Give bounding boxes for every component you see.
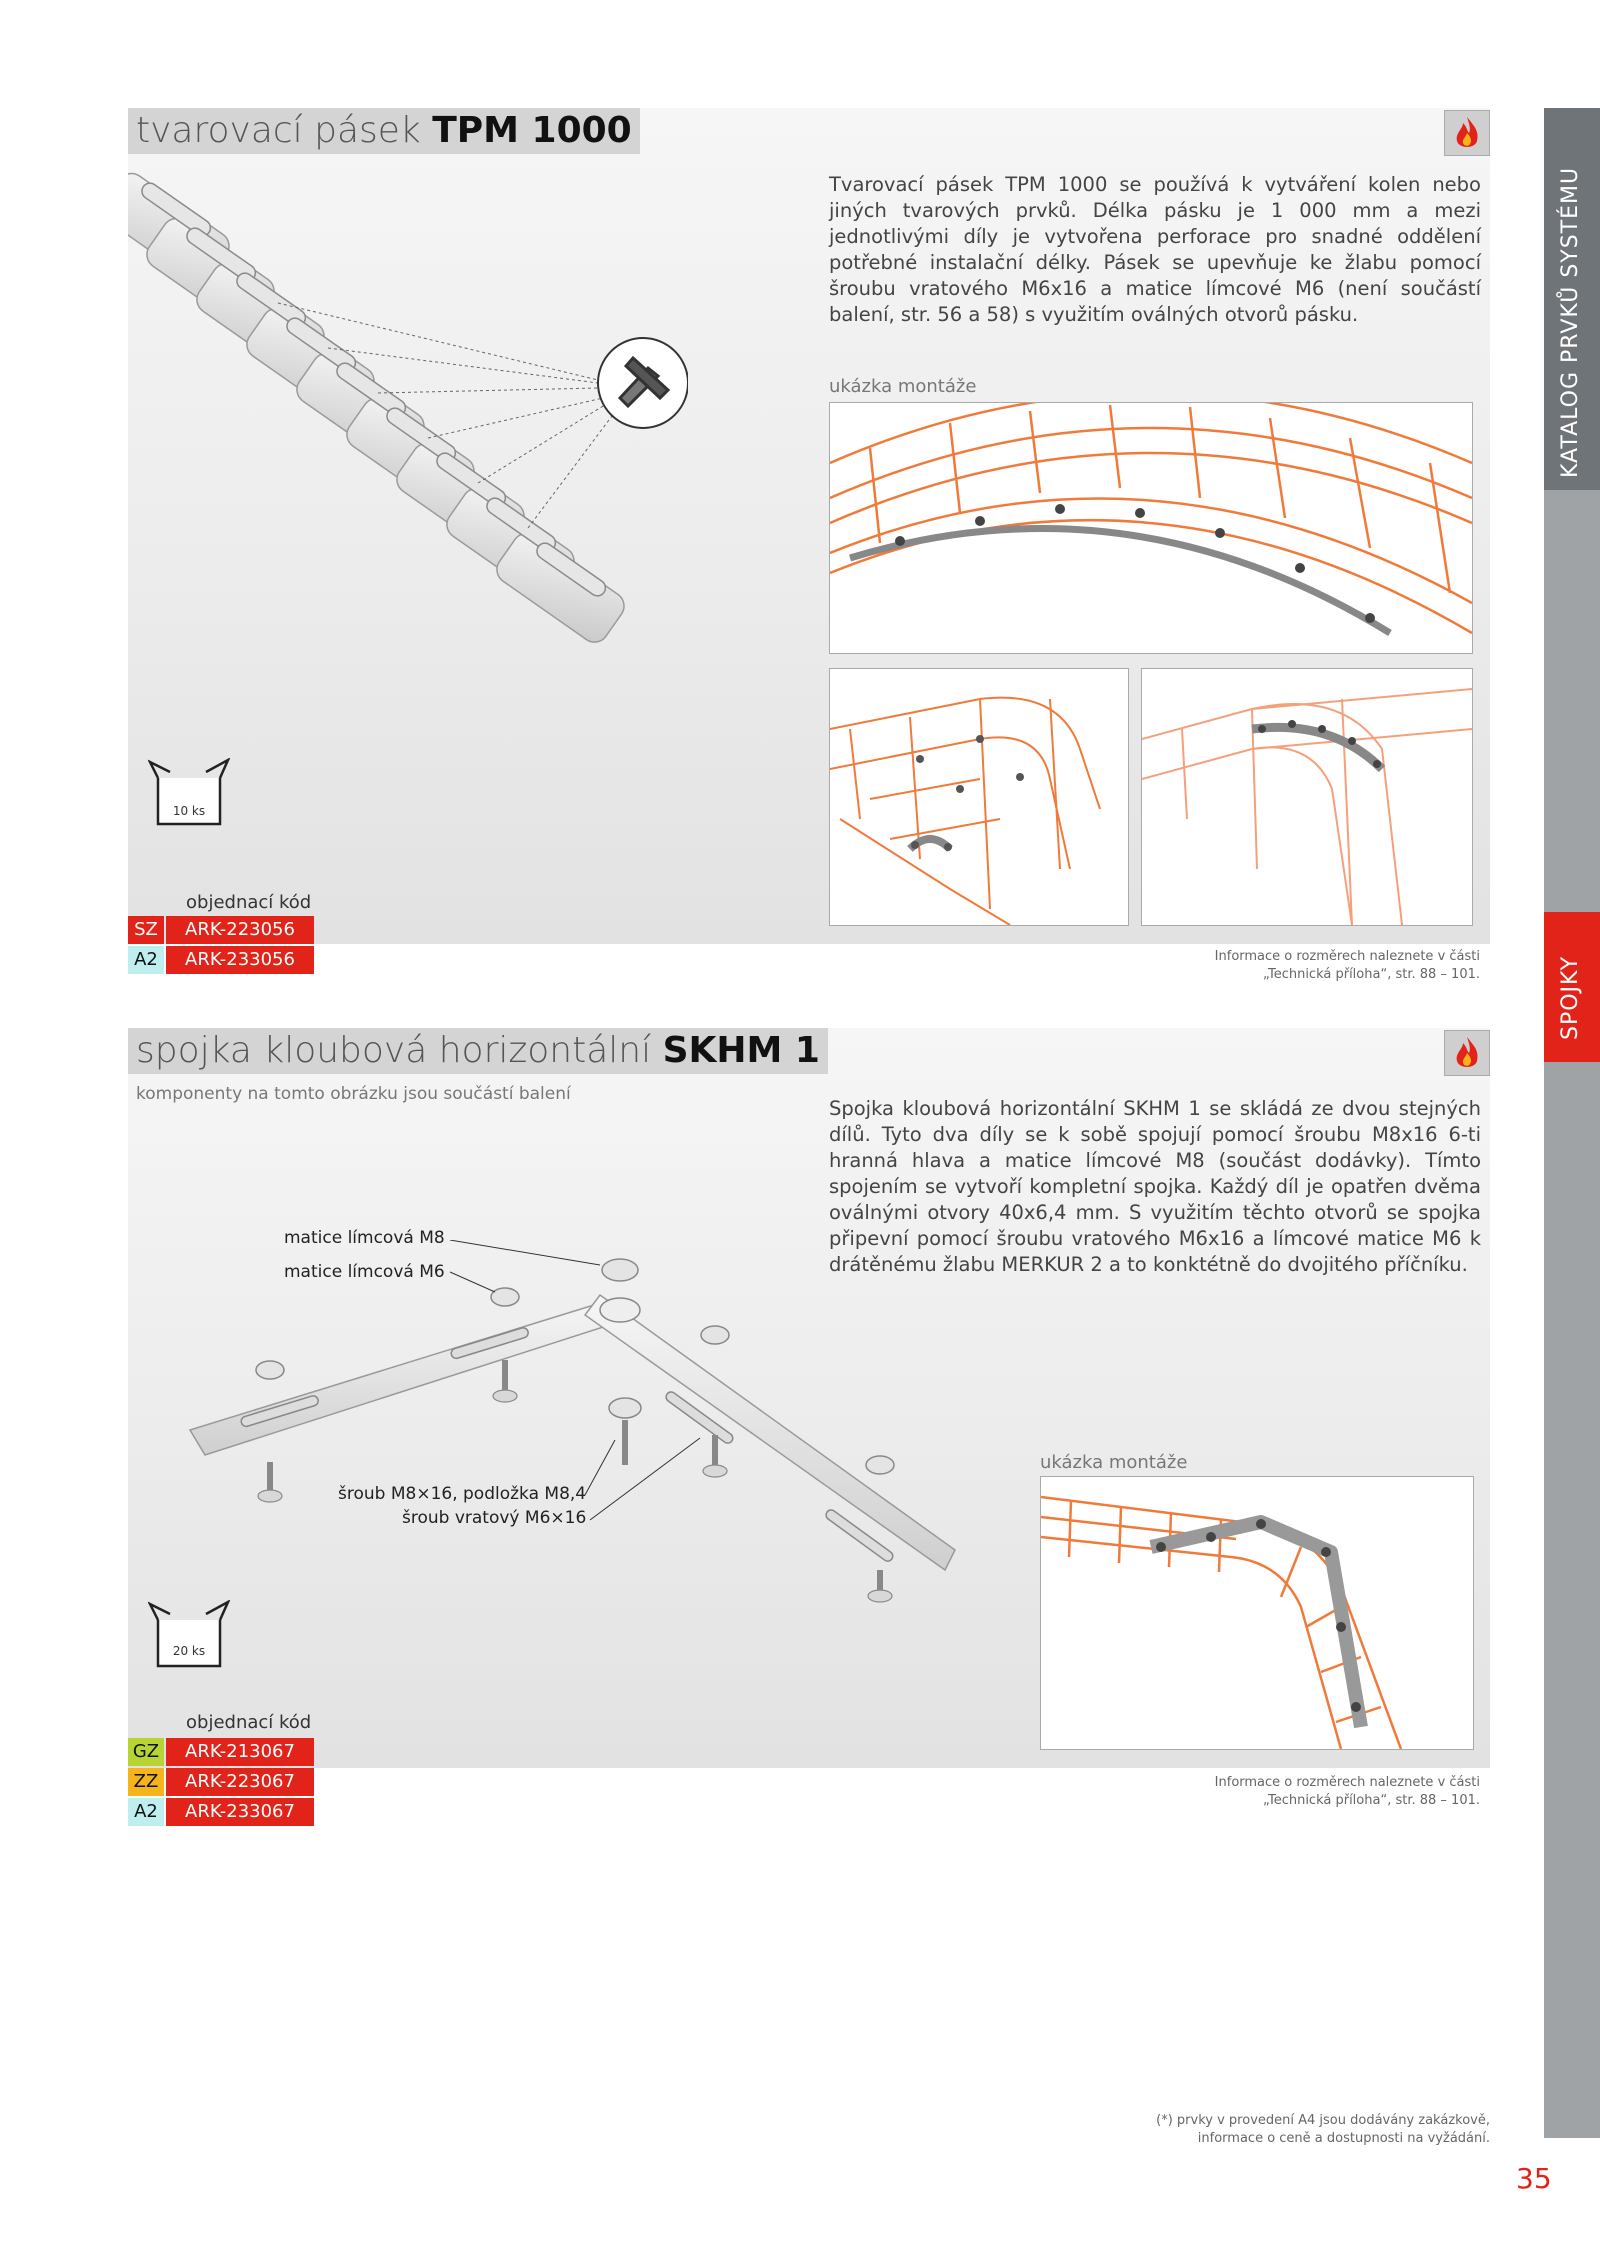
mount-photo-tpm-2 — [829, 668, 1129, 926]
finish-tag: A2 — [128, 946, 164, 974]
skhm-hinge-illustration — [180, 1240, 980, 1610]
mount-photo-tpm-3 — [1141, 668, 1473, 926]
order-code-value: ARK-223067 — [166, 1768, 314, 1796]
components-note: komponenty na tomto obrázku jsou součástí balení — [136, 1084, 571, 1104]
product-title-skhm: spojka kloubová horizontální SKHM 1 — [128, 1028, 828, 1074]
package-quantity: 20 ks — [172, 1644, 206, 1658]
part-label-carriage-bolt-m6: šroub vratový M6×16 — [402, 1508, 587, 1528]
order-code-value: ARK-233067 — [166, 1798, 314, 1826]
mount-label-skhm: ukázka montáže — [1040, 1452, 1188, 1473]
mount-photo-skhm — [1040, 1476, 1474, 1750]
order-code-value: ARK-233056 — [166, 946, 314, 974]
part-label-nut-m8: matice límcová M8 — [284, 1228, 445, 1248]
footer-note: (*) prvky v provedení A4 jsou dodávány zakázkově, informace o ceně a dostupnosti na vyžádání. — [1156, 2113, 1490, 2146]
fire-resistance-icon — [1444, 110, 1490, 156]
mount-photo-tpm-2-drawing — [830, 669, 1128, 925]
product-title-tpm: tvarovací pásek TPM 1000 — [128, 108, 640, 154]
mount-label-tpm: ukázka montáže — [829, 376, 977, 397]
page-number: 35 — [1516, 2162, 1552, 2195]
package-quantity: 10 ks — [172, 804, 206, 818]
finish-tag: A2 — [128, 1798, 164, 1826]
mount-photo-skhm-drawing — [1041, 1477, 1473, 1749]
order-code-value: ARK-223056 — [166, 916, 314, 944]
dimension-info-tpm: Informace o rozměrech naleznete v části „Technická příloha“, str. 88 – 101. — [1214, 949, 1480, 982]
sidebar-section-tab — [1544, 912, 1600, 1062]
sidebar-catalog-label: KATALOG PRVKŮ SYSTÉMU — [1558, 166, 1583, 478]
finish-tag: GZ — [128, 1738, 164, 1766]
mount-photo-tpm-1-drawing — [830, 403, 1472, 653]
order-code-label: objednací kód — [186, 892, 312, 913]
product-description-skhm: Spojka kloubová horizontální SKHM 1 se skládá ze dvou stejných dílů. Tyto dva díly se k sobě spojují pomocí šroubu M8x16 6-ti hranná hlava a matice límcové M8 (součást dodávky). Tímto spojením se vytvoří kompletní spojka. Každý díl je opatřen dvěma oválnými otvory 40x6,4 mm. S využitím těchto otvorů se spojka připevní pomocí šroubu vratového M6x16 a límcové matice M6 k drátěnému žlabu MERKUR 2 a to konktétně do dvojitého příčníku. — [829, 1097, 1481, 1276]
mount-photo-tpm-3-drawing — [1142, 669, 1472, 925]
part-label-bolt-m8: šroub M8×16, podložka M8,4 — [338, 1484, 587, 1504]
tpm-strip-illustration — [128, 158, 688, 698]
finish-tag: SZ — [128, 916, 164, 944]
sidebar-section-label: SPOJKY — [1558, 955, 1583, 1040]
part-label-nut-m6: matice límcová M6 — [284, 1262, 445, 1282]
dimension-info-skhm: Informace o rozměrech naleznete v části „Technická příloha“, str. 88 – 101. — [1214, 1775, 1480, 1808]
finish-tag: ZZ — [128, 1768, 164, 1796]
sidebar-catalog-tab — [1544, 108, 1600, 490]
fire-resistance-icon — [1444, 1030, 1490, 1076]
order-code-value: ARK-213067 — [166, 1738, 314, 1766]
order-code-label: objednací kód — [186, 1712, 312, 1733]
mount-photo-tpm-1 — [829, 402, 1473, 654]
product-description-tpm: Tvarovací pásek TPM 1000 se používá k vytváření kolen nebo jiných tvarových prvků. Délka pásku je 1 000 mm a mezi jednotlivými díly je vytvořena perforace pro snadné oddělení potřebné instalační délky. Pásek se upevňuje ke žlabu pomocí šroubu vratového M6x16 a matice límcové M6 (není součástí balení, str. 56 a 58) s využitím oválných otvorů pásku. — [829, 173, 1481, 326]
